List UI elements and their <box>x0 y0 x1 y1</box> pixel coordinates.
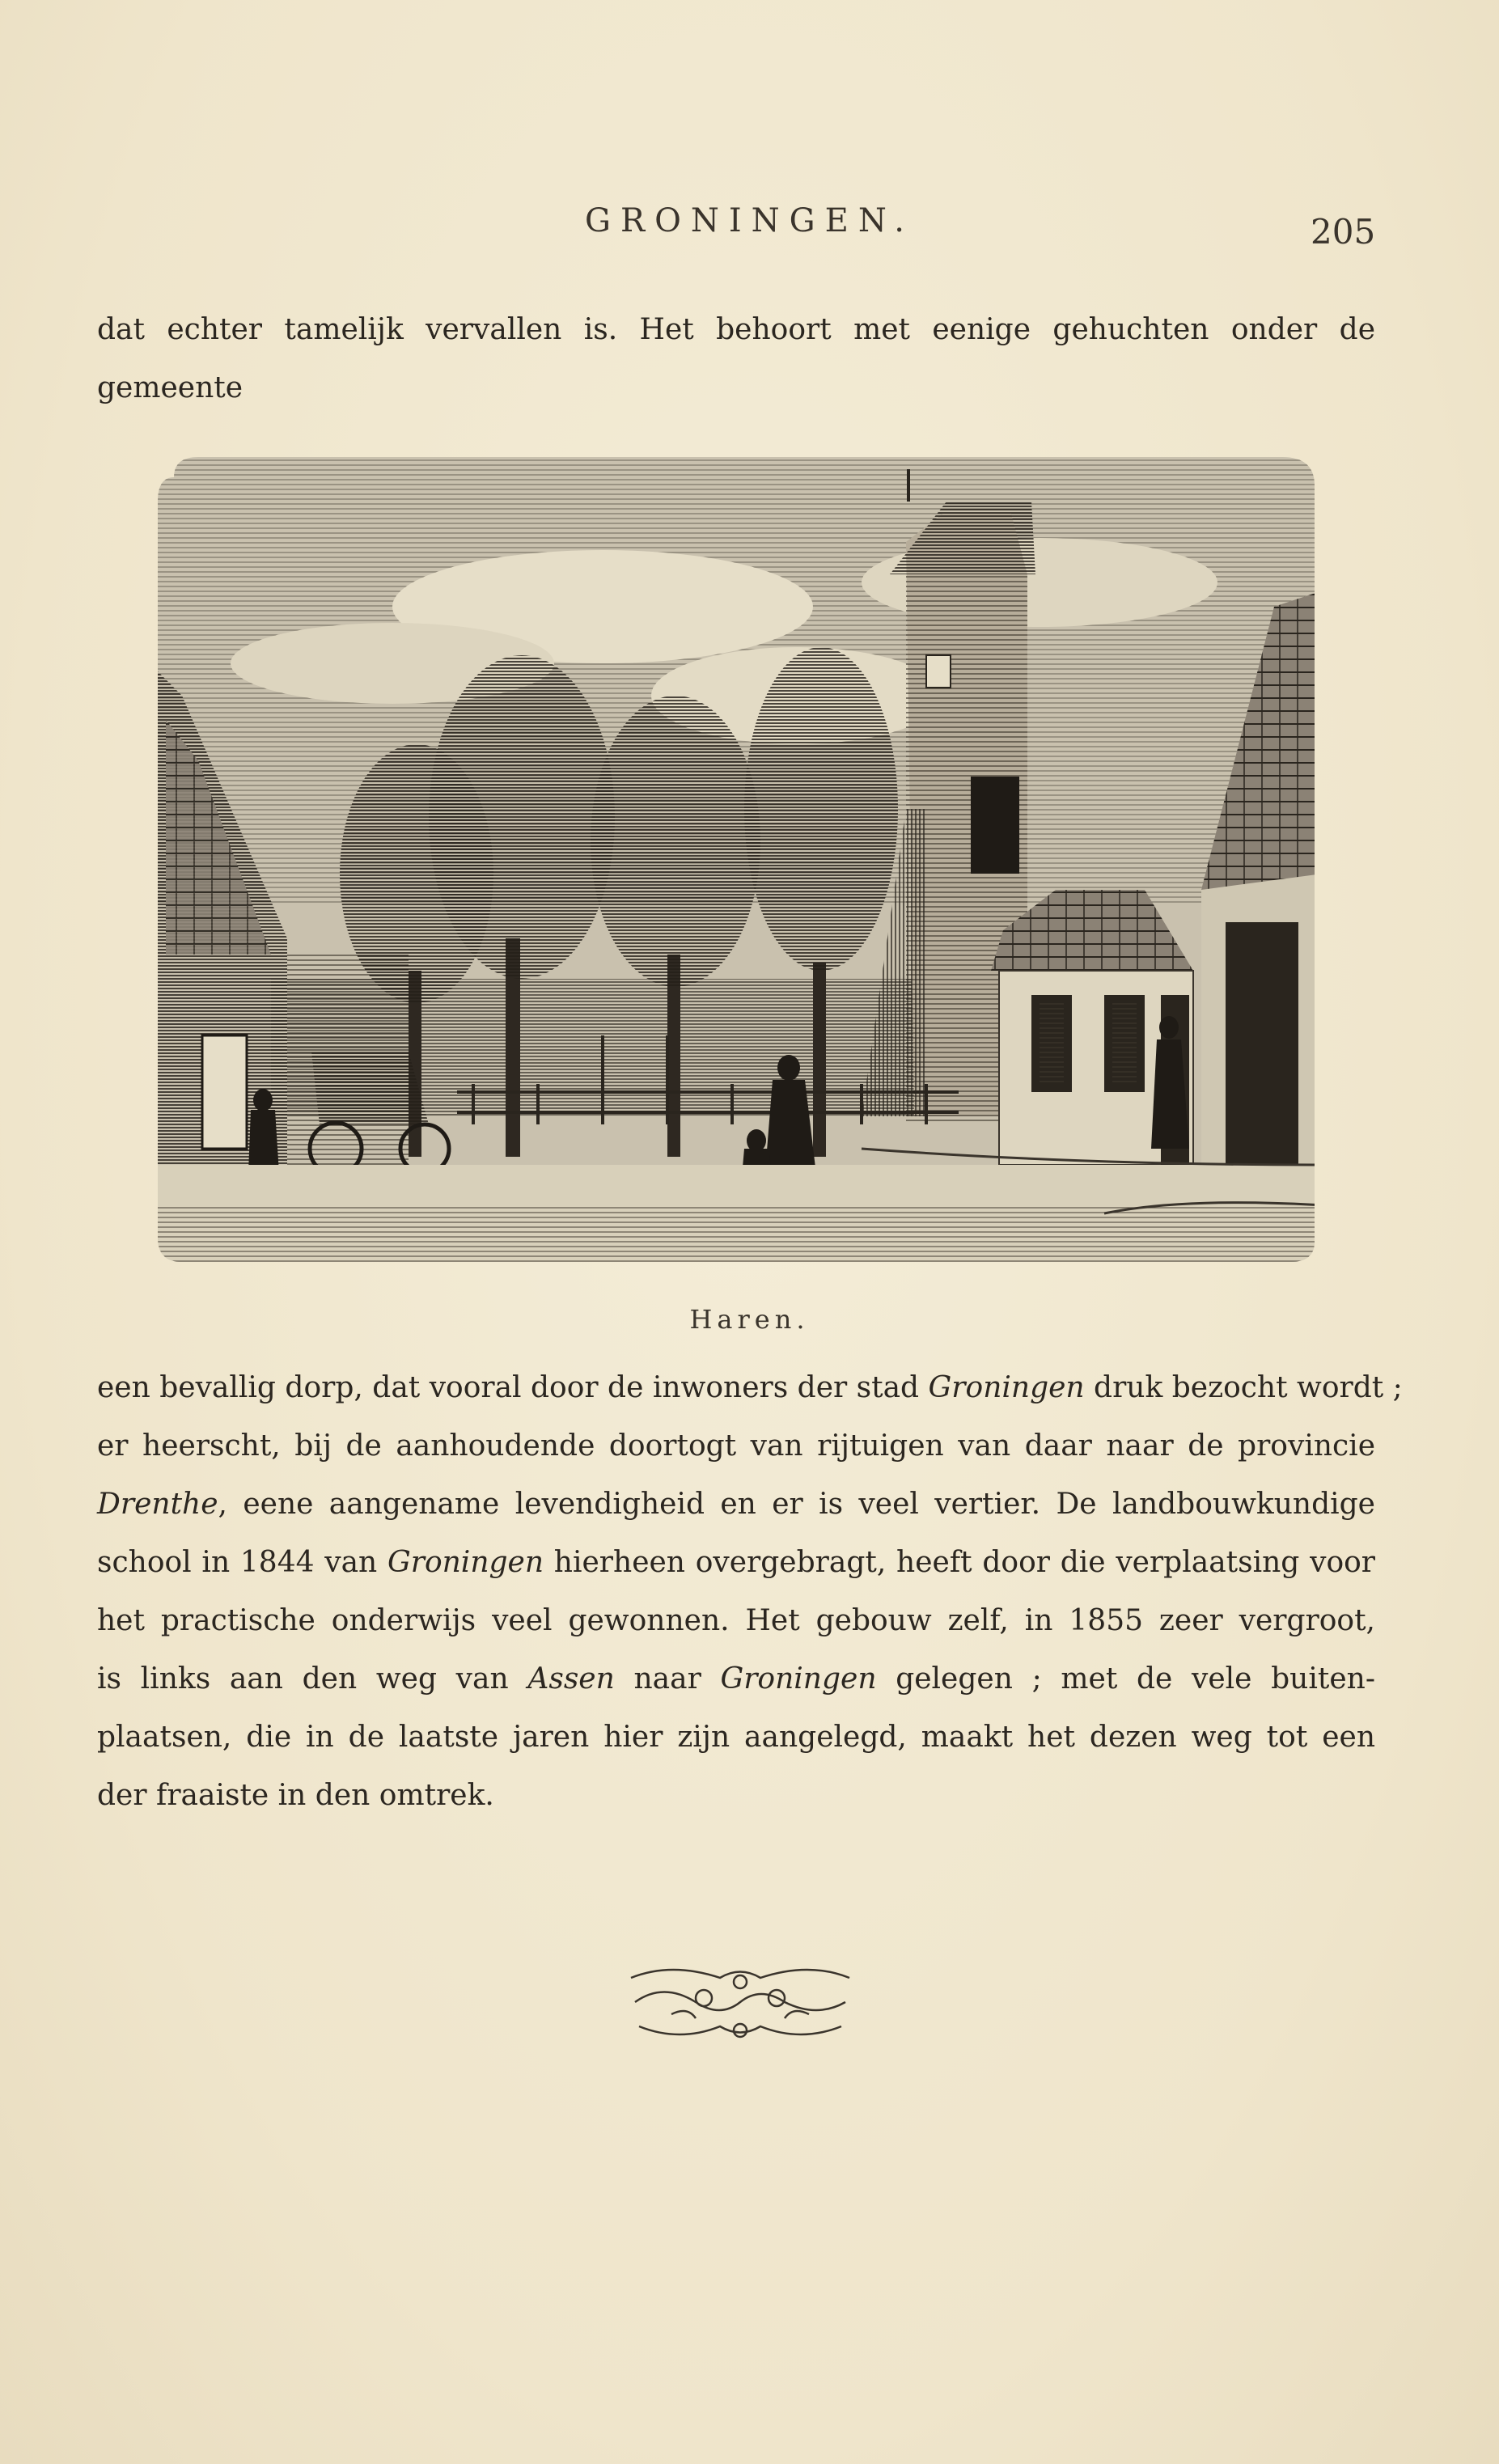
body-line-8: der fraaiste in den omtrek. <box>97 1779 494 1812</box>
intro-line-1: dat echter tamelijk vervallen is. Het behoort met eenige gehuchten onder de <box>97 313 1375 346</box>
engraving-haren-village <box>150 453 1323 1270</box>
intro-line-2: gemeente <box>97 371 243 404</box>
figure-caption: Haren. <box>689 1304 810 1335</box>
body-line-7: plaatsen, die in de laatste jaren hier zijn aangelegd, maakt het dezen weg tot een <box>97 1721 1375 1754</box>
body-line-3: Drenthe, eene aangename levendigheid en er is veel vertier. De landbouwkundige <box>97 1488 1375 1521</box>
body-line-2: er heerscht, bij de aanhoudende doortogt van rijtuigen van daar naar de provincie <box>97 1429 1375 1463</box>
tailpiece-ornament <box>623 1958 857 2047</box>
italic-place-name: Groningen <box>720 1662 877 1696</box>
italic-place-name: Groningen <box>928 1371 1085 1404</box>
italic-place-name: Groningen <box>387 1546 544 1579</box>
body-line-6: is links aan den weg van Assen naar Groningen gelegen ; met de vele buiten- <box>97 1662 1375 1696</box>
body-line-1: een bevallig dorp, dat vooral door de inwoners der stad Groningen druk bezocht wordt ; <box>97 1371 1403 1404</box>
intro-paragraph <box>97 301 1375 417</box>
body-paragraph <box>97 1359 1403 1825</box>
running-title: GRONINGEN. <box>585 202 914 239</box>
body-line-5: het practische onderwijs veel gewonnen. Het gebouw zelf, in 1855 zeer vergroot, <box>97 1604 1375 1637</box>
italic-place-name: Assen <box>527 1662 615 1696</box>
italic-place-name: Drenthe <box>97 1488 218 1521</box>
page-number: 205 <box>1311 212 1376 252</box>
body-line-4: school in 1844 van Groningen hierheen overgebragt, heeft door die verplaatsing voor <box>97 1546 1375 1579</box>
